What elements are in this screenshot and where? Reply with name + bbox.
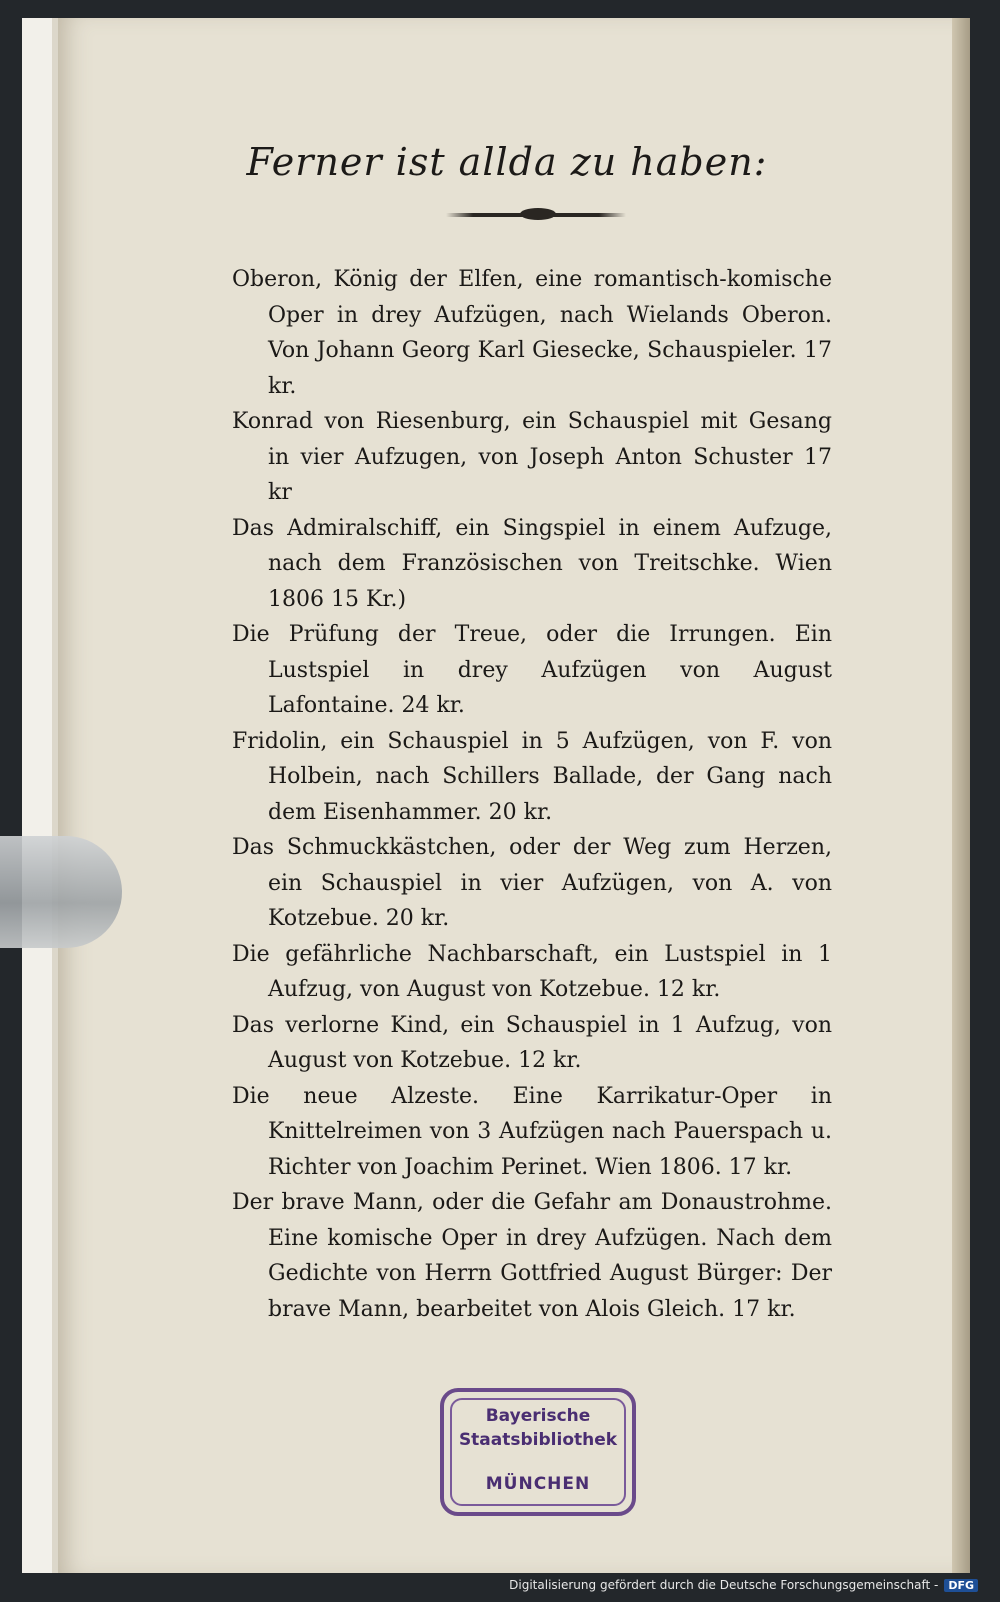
- bookmark-ribbon: [0, 836, 122, 948]
- catalog-entry: Das Schmuckkästchen, oder der Weg zum Herzen, ein Schauspiel in vier Aufzügen, von A. von Kotzebue. 20 kr.: [232, 835, 832, 931]
- library-stamp: [440, 1388, 636, 1516]
- stamp-line-3: MÜNCHEN: [485, 1474, 591, 1494]
- catalog-entry: Das verlorne Kind, ein Schauspiel in 1 Aufzug, von August von Kotzebue. 12 kr.: [232, 1012, 832, 1073]
- footer-text: Digitalisierung gefördert durch die Deutsche Forschungsgemeinschaft -: [509, 1578, 939, 1592]
- digitization-footer: [509, 1578, 978, 1592]
- catalog-entry: Die Prüfung der Treue, oder die Irrungen. Ein Lustspiel in drey Aufzügen von August Lafontaine. 24 kr.: [232, 622, 832, 718]
- dfg-logo: DFG: [944, 1579, 978, 1592]
- catalog-entry: Fridolin, ein Schauspiel in 5 Aufzügen, von F. von Holbein, nach Schillers Ballade, der Gang nach dem Eisenhammer. 20 kr.: [232, 728, 832, 825]
- catalog-entry: Oberon, König der Elfen, eine romantisch-komische Oper in drey Aufzügen, nach Wielands Oberon. Von Johann Georg Karl Giesecke, Schauspieler. 17 kr.: [232, 267, 832, 399]
- catalog-entry: Der brave Mann, oder die Gefahr am Donaustrohme. Eine komische Oper in drey Aufzügen. Nach dem Gedichte von Herrn Gottfried August Bürger: Der brave Mann, bearbeitet von Alois Gleich. 17 kr.: [232, 1190, 832, 1322]
- catalog-entries: [232, 262, 832, 1327]
- catalog-entry: Konrad von Riesenburg, ein Schauspiel mit Gesang in vier Aufzugen, von Joseph Anton Schuster 17 kr: [232, 409, 832, 505]
- page-edge-right: [952, 18, 970, 1573]
- page-heading: Ferner ist allda zu haben:: [246, 140, 768, 184]
- catalog-entry: Die gefährliche Nachbarschaft, ein Lustspiel in 1 Aufzug, von August von Kotzebue. 12 kr.: [232, 941, 832, 1002]
- stamp-line-2: Staatsbibliothek: [458, 1430, 618, 1450]
- ornamental-rule-knot: [520, 208, 556, 220]
- catalog-entry: Die neue Alzeste. Eine Karrikatur-Oper in Knittelreimen von 3 Aufzügen nach Pauerspach u. Richter von Joachim Perinet. Wien 1806. 17 kr.: [232, 1083, 832, 1180]
- stamp-line-1: Bayerische: [485, 1406, 591, 1426]
- catalog-entry: Das Admiralschiff, ein Singspiel in einem Aufzuge, nach dem Französischen von Treitschke. Wien 1806 15 Kr.): [232, 515, 832, 612]
